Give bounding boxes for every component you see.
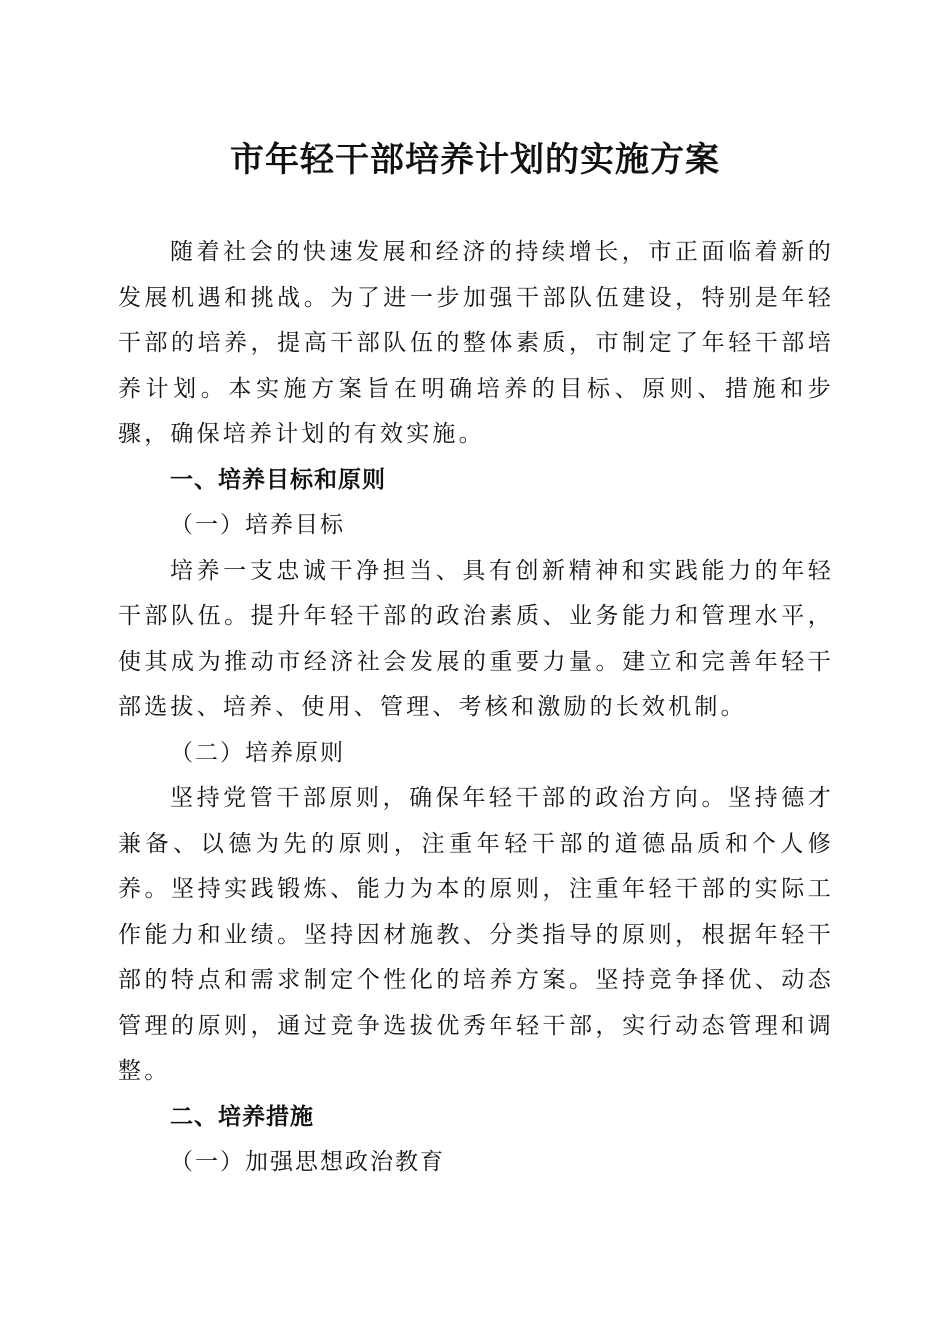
subsection-heading-political-education: （一）加强思想政治教育 — [170, 1149, 445, 1175]
section-heading-goals-principles: 一、培养目标和原则 — [170, 466, 386, 493]
goals-paragraph: 培养一支忠诚干净担当、具有创新精神和实践能力的年轻干部队伍。提升年轻干部的政治素质、业务能力和管理水平，使其成为推动市经济社会发展的重要力量。建立和完善年轻干部选拔、培养、使用、管理、考核和激励的长效机制。 — [118, 557, 834, 720]
subsection-heading-principles: （二）培养原则 — [170, 739, 345, 766]
intro-paragraph: 随着社会的快速发展和经济的持续增长，市正面临着新的发展机遇和挑战。为了进一步加强干部队伍建设，特别是年轻干部的培养，提高干部队伍的整体素质，市制定了年轻干部培养计划。本实施方案旨在明确培养的目标、原则、措施和步骤，确保培养计划的有效实施。 — [118, 239, 834, 447]
document-body — [118, 230, 834, 1186]
document-title: 市年轻干部培养计划的实施方案 — [230, 140, 720, 180]
subsection-heading-goals: （一）培养目标 — [170, 512, 345, 538]
principles-paragraph: 坚持党管干部原则，确保年轻干部的政治方向。坚持德才兼备、以德为先的原则，注重年轻干部的道德品质和个人修养。坚持实践锻炼、能力为本的原则，注重年轻干部的实际工作能力和业绩。坚持因材施教、分类指导的原则，根据年轻干部的特点和需求制定个性化的培养方案。坚持竞争择优、动态管理的原则，通过竞争选拔优秀年轻干部，实行动态管理和调整。 — [118, 785, 834, 1084]
section-heading-measures: 二、培养措施 — [170, 1103, 314, 1130]
